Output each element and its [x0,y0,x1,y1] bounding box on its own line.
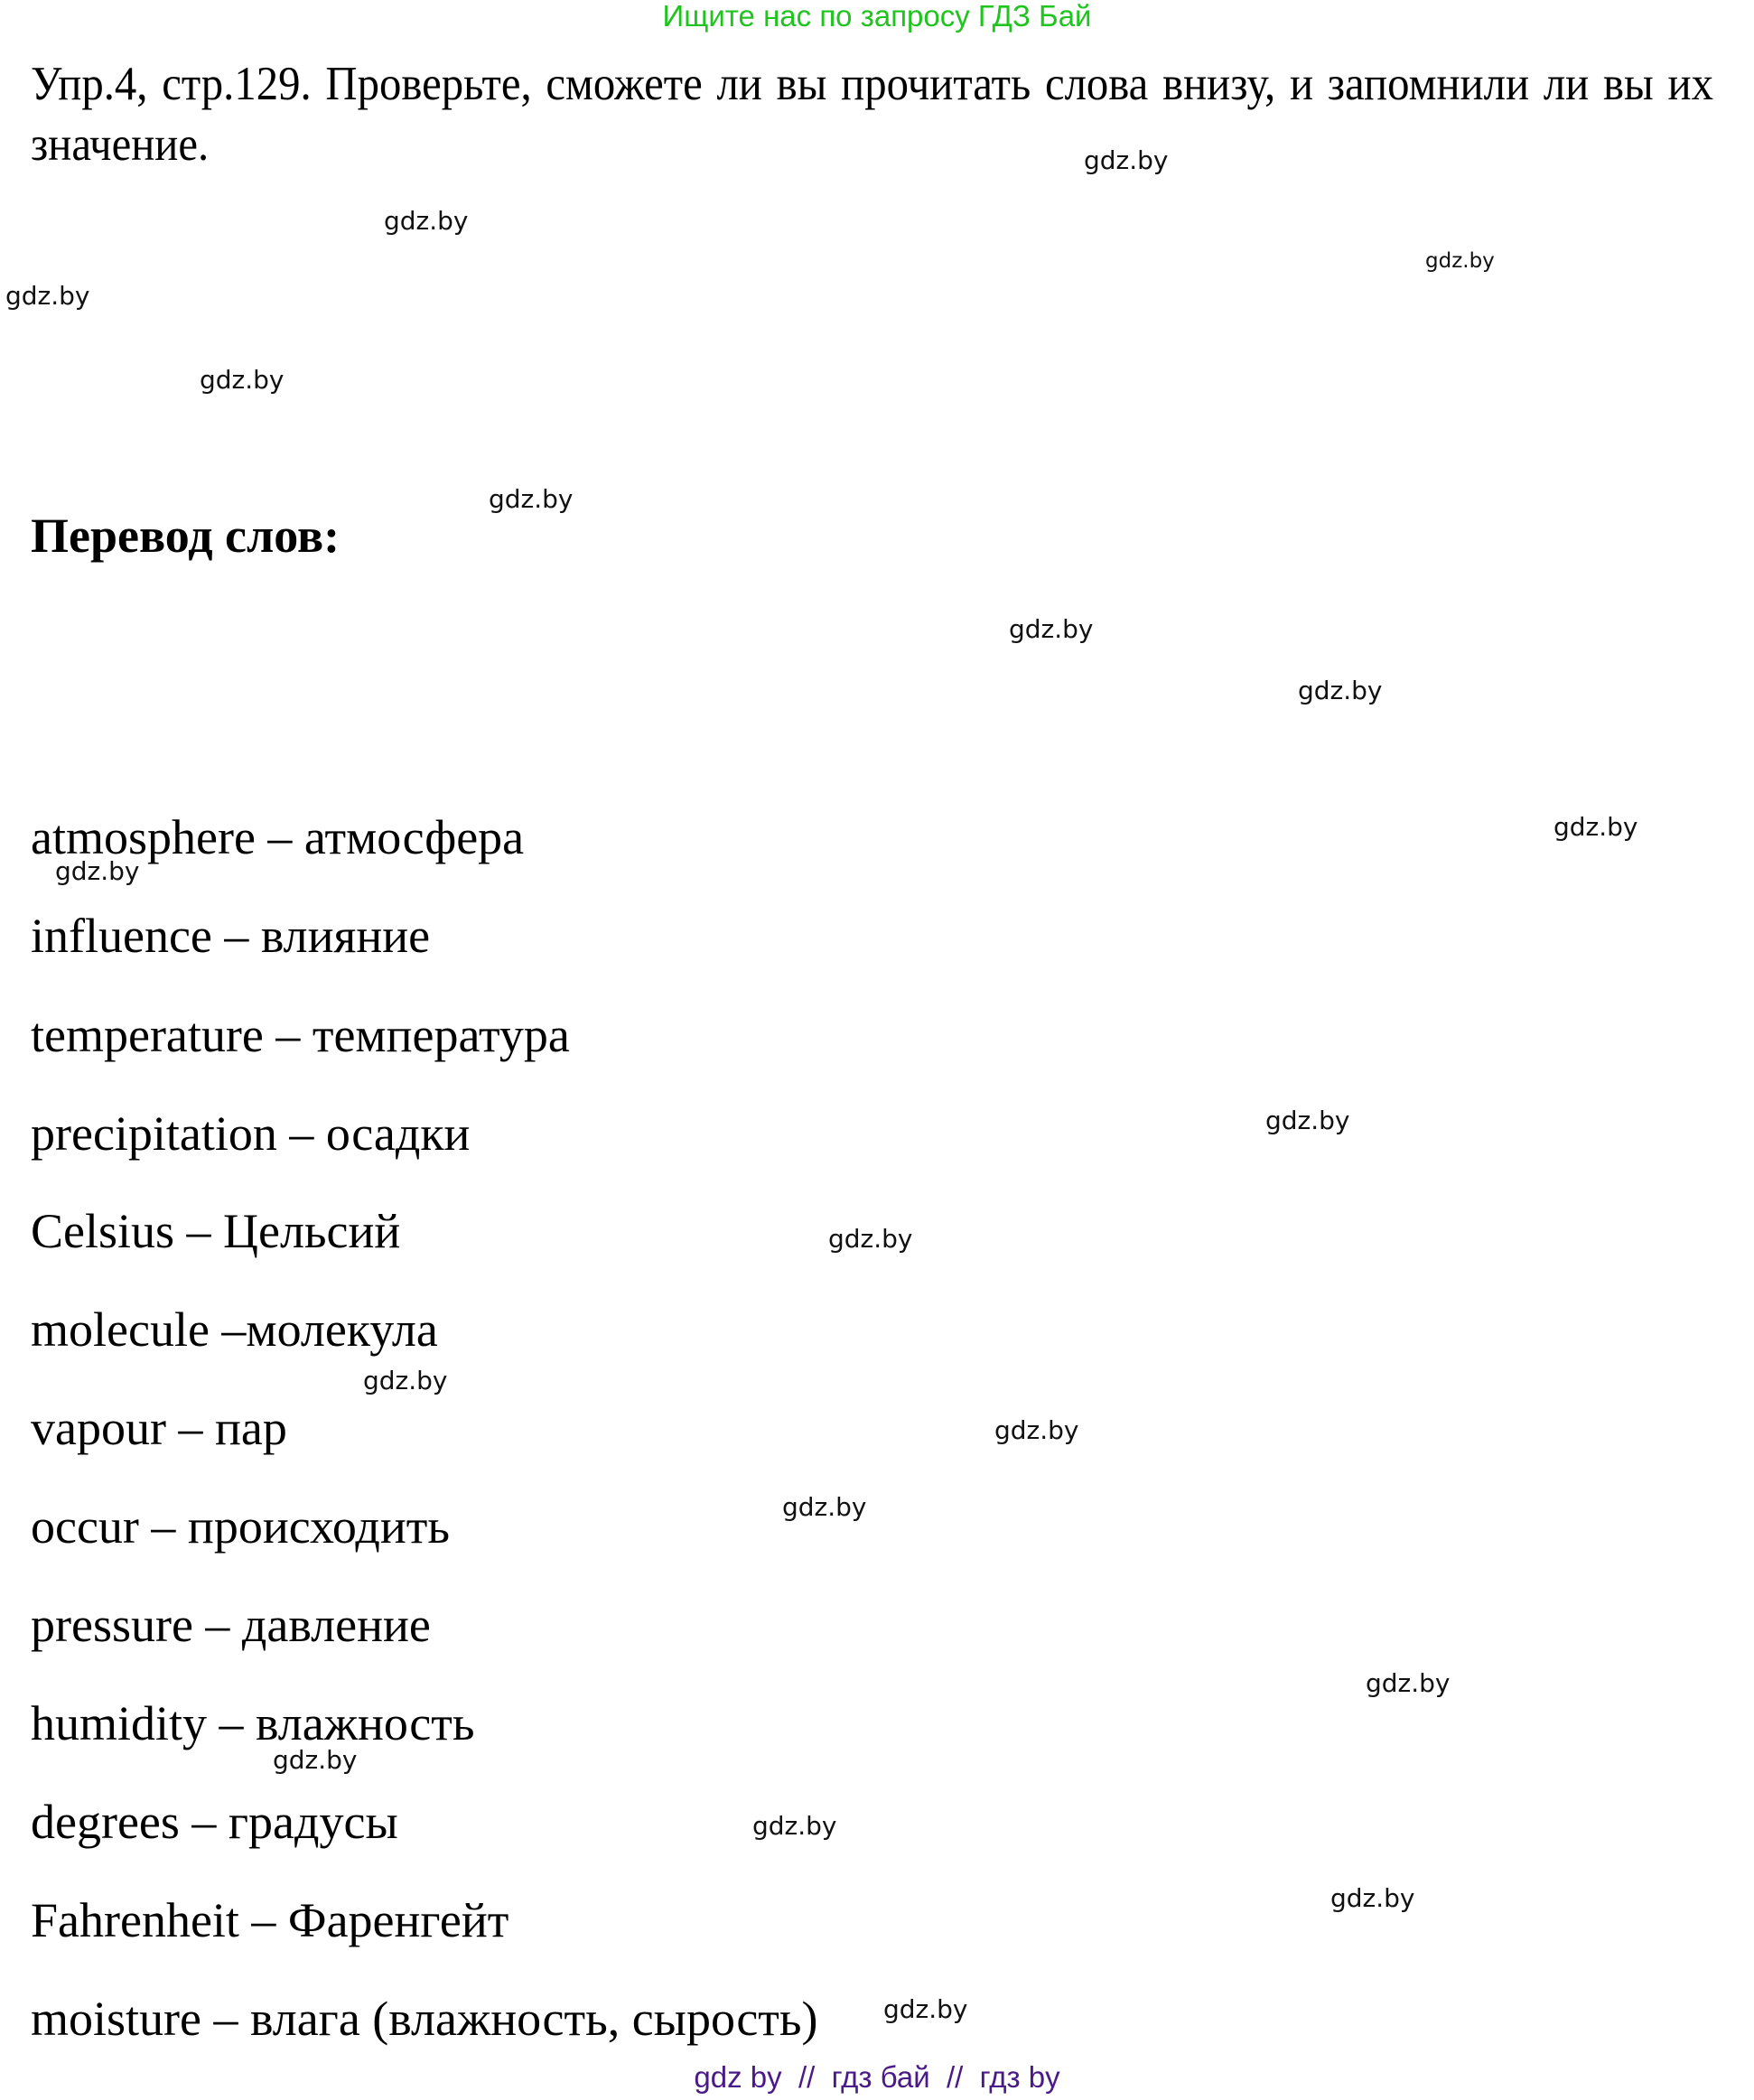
vocab-item: atmosphere – атмосфера [31,810,525,864]
watermark: gdz.by [782,1492,867,1522]
watermark: gdz.by [200,365,285,395]
vocab-item: Celsius – Цельсий [31,1204,401,1258]
vocab-item: vapour – пар [31,1401,287,1455]
section-title: Перевод слов: [31,509,341,563]
watermark: gdz.by [1425,249,1495,273]
vocab-item: temperature – температура [31,1008,570,1062]
vocab-item: pressure – давление [31,1598,431,1652]
vocab-item: humidity – влажность [31,1696,475,1750]
vocab-item: occur – происходить [31,1499,450,1554]
watermark: gdz.by [55,856,140,886]
watermark: gdz.by [489,484,574,514]
footer-links[interactable]: gdz by // гдз бай // гдз by [694,2060,1060,2094]
vocab-item: molecule –молекула [31,1302,438,1357]
watermark: gdz.by [1330,1883,1415,1913]
watermark: gdz.by [363,1366,448,1395]
watermark: gdz.by [1009,614,1094,644]
watermark: gdz.by [1084,145,1169,175]
search-banner-link[interactable]: Ищите нас по запросу ГДЗ Бай [662,0,1092,33]
watermark: gdz.by [1265,1106,1350,1135]
watermark: gdz.by [384,206,469,236]
vocab-item: degrees – градусы [31,1795,398,1849]
watermark: gdz.by [752,1811,837,1841]
watermark: gdz.by [5,281,90,311]
vocab-item: influence – влияние [31,909,431,963]
watermark: gdz.by [1298,676,1383,705]
task-instruction: Упр.4, стр.129. Проверьте, сможете ли вы прочитать слова внизу, и запомнили ли вы их значение. [31,58,1713,171]
watermark: gdz.by [828,1224,913,1254]
watermark: gdz.by [273,1745,358,1775]
vocab-item: moisture – влага (влажность, сырость) [31,1992,818,2046]
watermark: gdz.by [1366,1668,1451,1698]
vocab-item: precipitation – осадки [31,1106,471,1161]
watermark: gdz.by [994,1415,1079,1445]
vocab-item: Fahrenheit – Фаренгейт [31,1893,509,1947]
watermark: gdz.by [1553,812,1638,842]
watermark: gdz.by [883,1994,968,2024]
